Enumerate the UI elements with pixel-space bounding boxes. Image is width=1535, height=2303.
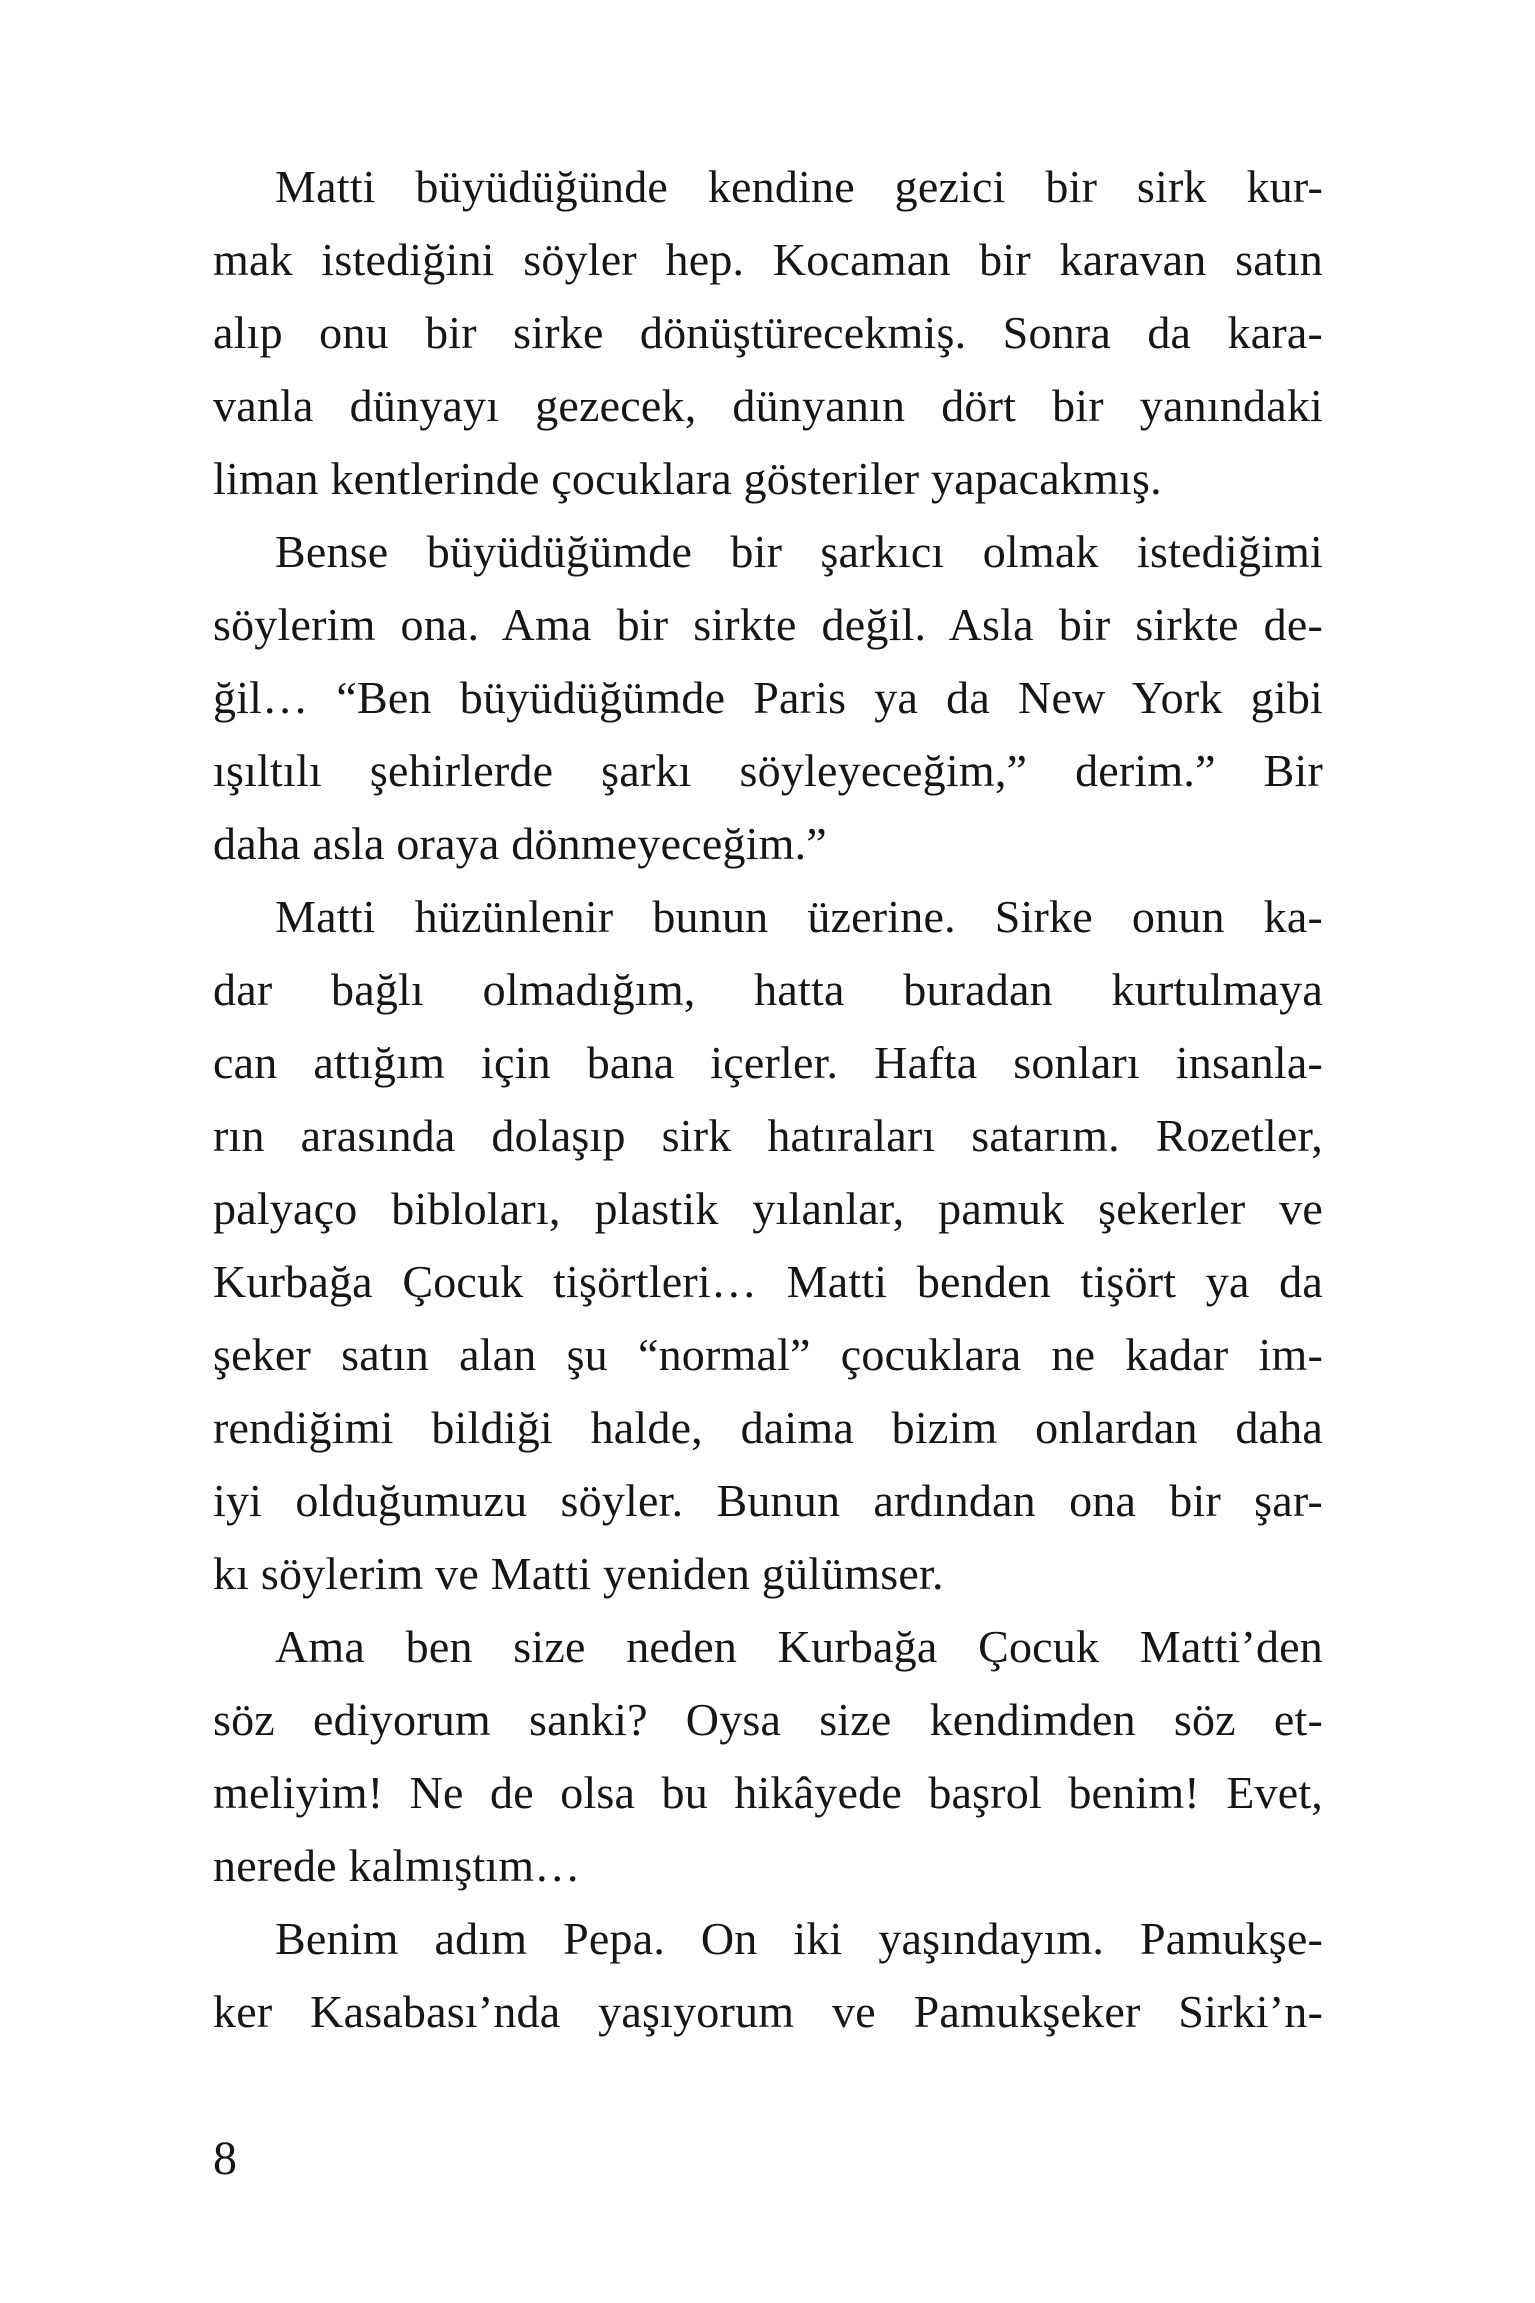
text-line: alıp onu bir sirke dönüştürecekmiş. Sonra da kara- bbox=[213, 307, 1323, 358]
text-line: şeker satın alan şu “normal” çocuklara ne kadar im- bbox=[213, 1329, 1323, 1380]
text-line: vanla dünyayı gezecek, dünyanın dört bir yanındaki bbox=[213, 380, 1323, 431]
text-line: meliyim! Ne de olsa bu hikâyede başrol benim! Evet, bbox=[213, 1767, 1323, 1818]
text-line: Kurbağa Çocuk tişörtleri… Matti benden tişört ya da bbox=[213, 1256, 1323, 1307]
text-line: söylerim ona. Ama bir sirkte değil. Asla bir sirkte de- bbox=[213, 599, 1323, 650]
text-line: dar bağlı olmadığım, hatta buradan kurtulmaya bbox=[213, 964, 1323, 1015]
text-line: iyi olduğumuzu söyler. Bunun ardından ona bir şar- bbox=[213, 1475, 1323, 1526]
text-line: mak istediğini söyler hep. Kocaman bir karavan satın bbox=[213, 234, 1323, 285]
text-line: ğil… “Ben büyüdüğümde Paris ya da New York gibi bbox=[213, 672, 1323, 723]
text-line: ker Kasabası’nda yaşıyorum ve Pamukşeker Sirki’n- bbox=[213, 1986, 1323, 2037]
text-line: söz ediyorum sanki? Oysa size kendimden söz et- bbox=[213, 1694, 1323, 1745]
text-line: can attığım için bana içerler. Hafta sonları insanla- bbox=[213, 1037, 1323, 1088]
text-line: kı söylerim ve Matti yeniden gülümser. bbox=[213, 1548, 944, 1599]
text-line: nerede kalmıştım… bbox=[213, 1840, 581, 1891]
page-number: 8 bbox=[213, 2132, 237, 2185]
text-line: Benim adım Pepa. On iki yaşındayım. Pamukşe- bbox=[275, 1913, 1323, 1964]
text-line: ışıltılı şehirlerde şarkı söyleyeceğim,” derim.” Bir bbox=[213, 745, 1323, 796]
body-text-block bbox=[213, 150, 1323, 2048]
text-line: rın arasında dolaşıp sirk hatıraları satarım. Rozetler, bbox=[213, 1110, 1323, 1161]
text-line: liman kentlerinde çocuklara gösteriler yapacakmış. bbox=[213, 453, 1162, 504]
text-line: Bense büyüdüğümde bir şarkıcı olmak istediğimi bbox=[275, 526, 1323, 577]
text-line: rendiğimi bildiği halde, daima bizim onlardan daha bbox=[213, 1402, 1323, 1453]
text-line: daha asla oraya dönmeyeceğim.” bbox=[213, 818, 827, 869]
text-line: palyaço bibloları, plastik yılanlar, pamuk şekerler ve bbox=[213, 1183, 1323, 1234]
text-line: Matti büyüdüğünde kendine gezici bir sirk kur- bbox=[275, 161, 1323, 212]
text-line: Ama ben size neden Kurbağa Çocuk Matti’den bbox=[275, 1621, 1323, 1672]
text-line: Matti hüzünlenir bunun üzerine. Sirke onun ka- bbox=[275, 891, 1323, 942]
